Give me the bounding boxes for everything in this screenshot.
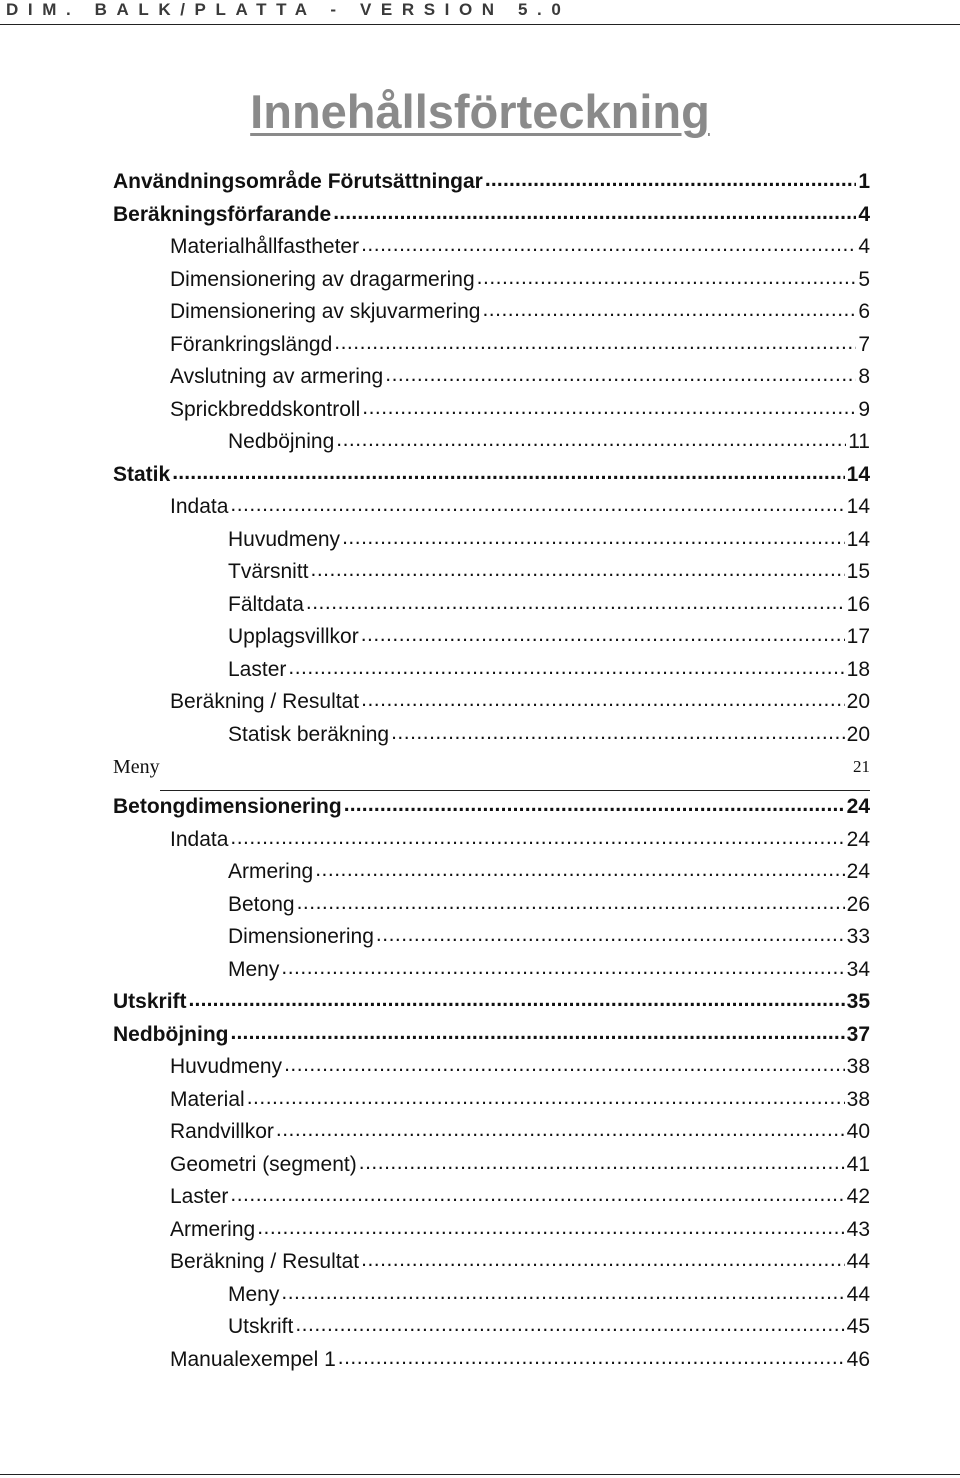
meny-line — [113, 752, 870, 782]
toc-entry-page: 14 — [846, 495, 870, 518]
toc-entry-title: Avslutning av armering — [170, 365, 384, 388]
toc-entry[interactable] — [170, 394, 870, 426]
toc-entry-page: 24 — [846, 860, 870, 883]
toc-entry[interactable] — [170, 296, 870, 328]
header-rule — [0, 24, 960, 25]
toc-leader-dots — [361, 1244, 845, 1276]
toc-entry-page: 34 — [846, 957, 870, 981]
toc-entry-title: Användningsområde Förutsättningar — [113, 170, 483, 193]
toc-entry-title: Materialhållfastheter — [170, 235, 360, 258]
toc-entry[interactable] — [228, 426, 870, 458]
toc-leader-dots — [230, 822, 844, 854]
toc-entry-page: 14 — [846, 462, 870, 486]
toc-entry-page: 14 — [846, 527, 870, 551]
toc-entry[interactable] — [113, 199, 870, 231]
toc-entry-title: Huvudmeny — [170, 1055, 283, 1078]
toc-entry-title: Beräkning / Resultat — [170, 1250, 360, 1273]
toc-leader-dots — [315, 854, 844, 886]
toc-leader-dots — [230, 489, 844, 521]
toc-entry-page: 37 — [846, 1022, 870, 1046]
toc-leader-dots — [485, 164, 856, 196]
toc-entry-page: 6 — [858, 300, 870, 323]
toc-entry-page: 24 — [846, 827, 870, 851]
toc-entry-page: 43 — [846, 1217, 870, 1241]
toc-entry-page: 4 — [858, 235, 870, 258]
toc-entry[interactable] — [170, 1051, 870, 1083]
toc-entry-title: Armering — [228, 860, 314, 883]
toc-leader-dots — [257, 1212, 844, 1244]
toc-leader-dots — [336, 424, 846, 456]
toc-entry[interactable] — [170, 329, 870, 361]
meny-line-page: 21 — [853, 757, 870, 776]
toc-entry-title: Betong — [228, 892, 295, 916]
toc-entry-title: Nedböjning — [228, 430, 335, 453]
toc-entry-page: 16 — [846, 592, 870, 616]
toc-entry-page: 7 — [858, 332, 870, 356]
toc-leader-dots — [482, 294, 856, 326]
toc-entry[interactable] — [170, 361, 870, 393]
toc-entry-page: 8 — [858, 365, 870, 388]
toc-leader-dots — [230, 1017, 844, 1049]
toc-entry[interactable] — [228, 719, 870, 751]
toc-leader-dots — [311, 554, 845, 586]
toc-entry-page: 18 — [846, 657, 870, 681]
toc-entry-title: Statik — [113, 462, 171, 486]
toc-entry-page: 44 — [846, 1282, 870, 1306]
toc-leader-dots — [306, 587, 845, 619]
toc-leader-dots — [281, 952, 844, 984]
toc-entry-title: Laster — [228, 657, 287, 681]
toc-entry-page: 40 — [846, 1120, 870, 1143]
toc-entry-page: 46 — [846, 1347, 870, 1371]
toc-entry[interactable] — [170, 231, 870, 263]
toc-entry-title: Geometri (segment) — [170, 1152, 357, 1176]
toc-entry-page: 42 — [846, 1185, 870, 1208]
toc-entry-page: 1 — [858, 170, 870, 193]
toc-leader-dots — [230, 1179, 844, 1211]
toc-entry-title: Tvärsnitt — [228, 560, 309, 583]
meny-rule — [160, 790, 870, 791]
toc-entry-title: Förankringslängd — [170, 332, 333, 356]
toc-leader-dots — [247, 1082, 845, 1114]
toc-entry-page: 26 — [846, 892, 870, 916]
toc-entry-title: Utskrift — [228, 1315, 294, 1338]
toc-entry[interactable] — [113, 166, 870, 198]
toc-entry[interactable] — [228, 589, 870, 621]
toc-entry[interactable] — [170, 824, 870, 856]
toc-entry-page: 45 — [846, 1315, 870, 1338]
toc-entry-page: 38 — [846, 1055, 870, 1078]
toc-entry-title: Manualexempel 1 — [170, 1347, 336, 1371]
toc-entry[interactable] — [170, 1149, 870, 1181]
toc-entry-title: Beräkningsförfarande — [113, 202, 332, 226]
toc-entry-title: Nedböjning — [113, 1022, 229, 1046]
toc-entry-title: Dimensionering av skjuvarmering — [170, 300, 481, 323]
toc-leader-dots — [333, 197, 856, 229]
toc-entry-title: Randvillkor — [170, 1120, 274, 1143]
toc-entry[interactable] — [228, 621, 870, 653]
toc-leader-dots — [297, 887, 845, 919]
toc-entry[interactable] — [170, 1084, 870, 1116]
toc-entry[interactable] — [170, 1116, 870, 1148]
toc-leader-dots — [276, 1114, 845, 1146]
toc-entry[interactable] — [170, 1344, 870, 1376]
toc-entry-title: Laster — [170, 1185, 229, 1208]
toc-entry-page: 44 — [846, 1250, 870, 1273]
toc-entry-title: Huvudmeny — [228, 527, 341, 551]
toc-leader-dots — [391, 717, 845, 749]
toc-entry-title: Indata — [170, 495, 229, 518]
footer-rule — [0, 1474, 960, 1475]
toc-entry[interactable] — [228, 654, 870, 686]
toc-leader-dots — [477, 262, 857, 294]
toc-entry-title: Armering — [170, 1217, 256, 1241]
toc-entry[interactable] — [228, 889, 870, 921]
toc-entry-title: Statisk beräkning — [228, 722, 390, 746]
toc-entry[interactable] — [113, 1019, 870, 1051]
toc-entry-title: Beräkning / Resultat — [170, 690, 360, 713]
toc-entry-title: Indata — [170, 827, 229, 851]
meny-line-label: Meny — [113, 756, 160, 778]
toc-entry-title: Dimensionering — [228, 925, 374, 948]
toc-leader-dots — [361, 229, 856, 261]
toc-entry[interactable] — [170, 1181, 870, 1213]
toc-entry-page: 38 — [846, 1087, 870, 1111]
toc-entry[interactable] — [170, 264, 870, 296]
toc-entry[interactable] — [113, 791, 870, 823]
running-header: DIM. BALK/PLATTA - VERSION 5.0 — [6, 0, 571, 19]
toc-entry-page: 9 — [858, 397, 870, 421]
toc-leader-dots — [284, 1049, 845, 1081]
toc-entry[interactable] — [228, 921, 870, 953]
toc-entry[interactable] — [228, 856, 870, 888]
toc-entry[interactable] — [228, 954, 870, 986]
toc-leader-dots — [362, 392, 856, 424]
toc-entry-title: Meny — [228, 957, 280, 981]
toc-leader-dots — [376, 919, 845, 951]
toc-leader-dots — [361, 619, 845, 651]
toc-entry[interactable] — [113, 986, 870, 1018]
toc-entry-title: Upplagsvillkor — [228, 625, 359, 648]
toc-entry[interactable] — [228, 1311, 870, 1343]
toc-entry[interactable] — [228, 524, 870, 556]
toc-entry-title: Material — [170, 1087, 245, 1111]
page-title: Innehållsförteckning — [250, 85, 710, 138]
toc-entry[interactable] — [113, 459, 870, 491]
toc-entry-page: 20 — [846, 690, 870, 713]
toc-entry-page: 11 — [848, 430, 870, 453]
toc-entry-title: Betongdimensionering — [113, 795, 342, 818]
toc-entry[interactable] — [228, 1279, 870, 1311]
toc-leader-dots — [361, 684, 845, 716]
toc-entry[interactable] — [170, 1246, 870, 1278]
toc-entry-title: Meny — [228, 1282, 280, 1306]
toc-entry-page: 24 — [846, 795, 870, 818]
toc-leader-dots — [344, 789, 845, 821]
toc-entry-page: 4 — [858, 202, 870, 226]
toc-leader-dots — [342, 522, 845, 554]
toc-entry-page: 33 — [846, 925, 870, 948]
toc-entry-title: Dimensionering av dragarmering — [170, 267, 475, 291]
toc-entry-page: 5 — [858, 267, 870, 291]
toc-entry-page: 35 — [846, 990, 870, 1013]
toc-entry-title: Utskrift — [113, 990, 187, 1013]
toc-leader-dots — [295, 1309, 844, 1341]
toc-entry[interactable] — [228, 556, 870, 588]
toc-entry[interactable] — [170, 491, 870, 523]
toc-entry-title: Sprickbreddskontroll — [170, 397, 361, 421]
toc-leader-dots — [359, 1147, 845, 1179]
toc-leader-dots — [385, 359, 856, 391]
toc-leader-dots — [334, 327, 856, 359]
toc-entry-page: 15 — [846, 560, 870, 583]
toc-leader-dots — [189, 984, 845, 1016]
toc-leader-dots — [172, 457, 844, 489]
toc-leader-dots — [281, 1277, 844, 1309]
toc-entry[interactable] — [170, 686, 870, 718]
toc-entry-page: 20 — [846, 722, 870, 746]
toc-entry-title: Fältdata — [228, 592, 304, 616]
toc-entry-page: 41 — [846, 1152, 870, 1176]
toc-entry-page: 17 — [846, 625, 870, 648]
toc-leader-dots — [338, 1342, 845, 1374]
toc-leader-dots — [288, 652, 844, 684]
toc-entry[interactable] — [170, 1214, 870, 1246]
